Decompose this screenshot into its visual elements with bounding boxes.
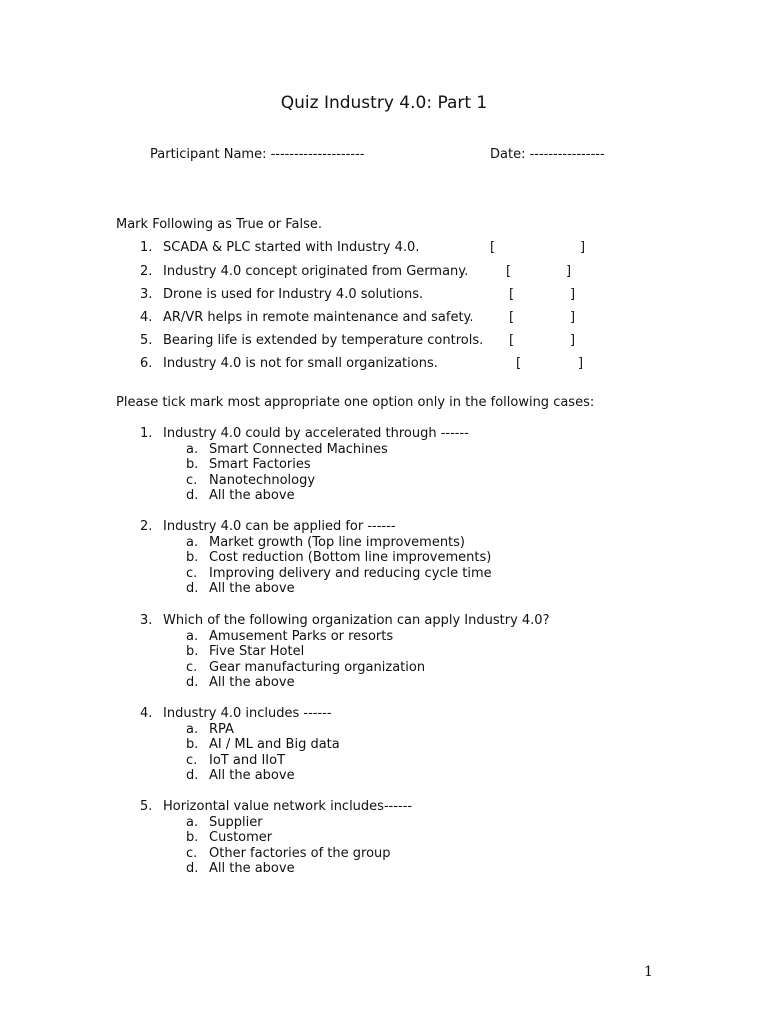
option-letter: a.: [186, 535, 199, 550]
tf-item-number: 1.: [140, 240, 153, 255]
option-letter: a.: [186, 722, 199, 737]
option-text: Customer: [209, 830, 273, 845]
answer-bracket-close: ]: [566, 264, 572, 279]
date-field: Date: ----------------: [490, 147, 605, 162]
option-letter: b.: [186, 644, 199, 659]
tf-item-text: Industry 4.0 concept originated from Germany.: [163, 264, 469, 279]
question-number: 1.: [140, 426, 153, 441]
option-letter: c.: [186, 473, 198, 488]
tf-item-text: Industry 4.0 is not for small organizations.: [163, 356, 438, 371]
page-number: 1: [644, 964, 653, 980]
question-text: Industry 4.0 includes ------: [163, 706, 332, 721]
option-letter: b.: [186, 550, 199, 565]
option-letter: b.: [186, 737, 199, 752]
tf-item-number: 4.: [140, 310, 153, 325]
answer-bracket-close: ]: [580, 240, 586, 255]
option-letter: d.: [186, 861, 199, 876]
option-text: Five Star Hotel: [209, 644, 305, 659]
tf-item-text: SCADA & PLC started with Industry 4.0.: [163, 240, 420, 255]
tf-item-number: 5.: [140, 333, 153, 348]
question-text: Industry 4.0 can be applied for ------: [163, 519, 396, 534]
option-text: All the above: [209, 488, 295, 503]
answer-bracket-close: ]: [570, 310, 576, 325]
option-letter: c.: [186, 753, 198, 768]
option-text: Nanotechnology: [209, 473, 316, 488]
option-text: Gear manufacturing organization: [209, 660, 426, 675]
option-text: All the above: [209, 768, 295, 783]
question-text: Industry 4.0 could by accelerated through ------: [163, 426, 469, 441]
true-false-heading: Mark Following as True or False.: [116, 217, 323, 232]
answer-bracket-close: ]: [570, 333, 576, 348]
option-letter: a.: [186, 442, 199, 457]
tf-item-number: 6.: [140, 356, 153, 371]
option-letter: b.: [186, 457, 199, 472]
tf-item-text: Drone is used for Industry 4.0 solutions.: [163, 287, 424, 302]
answer-bracket-close: ]: [578, 356, 584, 371]
answer-bracket-open: [: [509, 310, 515, 325]
tf-item-text: AR/VR helps in remote maintenance and safety.: [163, 310, 474, 325]
option-text: All the above: [209, 581, 295, 596]
tf-item-number: 3.: [140, 287, 153, 302]
participant-name-field: Participant Name: --------------------: [150, 147, 365, 162]
option-letter: d.: [186, 488, 199, 503]
question-text: Which of the following organization can apply Industry 4.0?: [163, 613, 550, 628]
option-text: Supplier: [209, 815, 263, 830]
option-letter: b.: [186, 830, 199, 845]
option-letter: c.: [186, 846, 198, 861]
question-number: 5.: [140, 799, 153, 814]
option-text: AI / ML and Big data: [209, 737, 340, 752]
option-letter: a.: [186, 815, 199, 830]
option-text: Other factories of the group: [209, 846, 391, 861]
option-text: Market growth (Top line improvements): [209, 535, 465, 550]
option-letter: a.: [186, 629, 199, 644]
option-letter: d.: [186, 768, 199, 783]
page-title: Quiz Industry 4.0: Part 1: [280, 93, 488, 113]
option-text: Improving delivery and reducing cycle time: [209, 566, 492, 581]
answer-bracket-close: ]: [570, 287, 576, 302]
option-text: RPA: [209, 722, 234, 737]
multiple-choice-heading: Please tick mark most appropriate one option only in the following cases:: [116, 395, 595, 410]
answer-bracket-open: [: [506, 264, 512, 279]
answer-bracket-open: [: [516, 356, 522, 371]
tf-item-text: Bearing life is extended by temperature controls.: [163, 333, 484, 348]
question-number: 4.: [140, 706, 153, 721]
question-number: 2.: [140, 519, 153, 534]
answer-bracket-open: [: [509, 333, 515, 348]
option-text: IoT and IIoT: [209, 753, 286, 768]
question-text: Horizontal value network includes------: [163, 799, 413, 814]
option-text: Smart Factories: [209, 457, 311, 472]
tf-item-number: 2.: [140, 264, 153, 279]
question-number: 3.: [140, 613, 153, 628]
option-text: Amusement Parks or resorts: [209, 629, 394, 644]
option-letter: d.: [186, 675, 199, 690]
option-text: All the above: [209, 675, 295, 690]
option-letter: c.: [186, 566, 198, 581]
option-letter: d.: [186, 581, 199, 596]
answer-bracket-open: [: [509, 287, 515, 302]
option-letter: c.: [186, 660, 198, 675]
option-text: All the above: [209, 861, 295, 876]
option-text: Smart Connected Machines: [209, 442, 388, 457]
option-text: Cost reduction (Bottom line improvements): [209, 550, 492, 565]
answer-bracket-open: [: [490, 240, 496, 255]
